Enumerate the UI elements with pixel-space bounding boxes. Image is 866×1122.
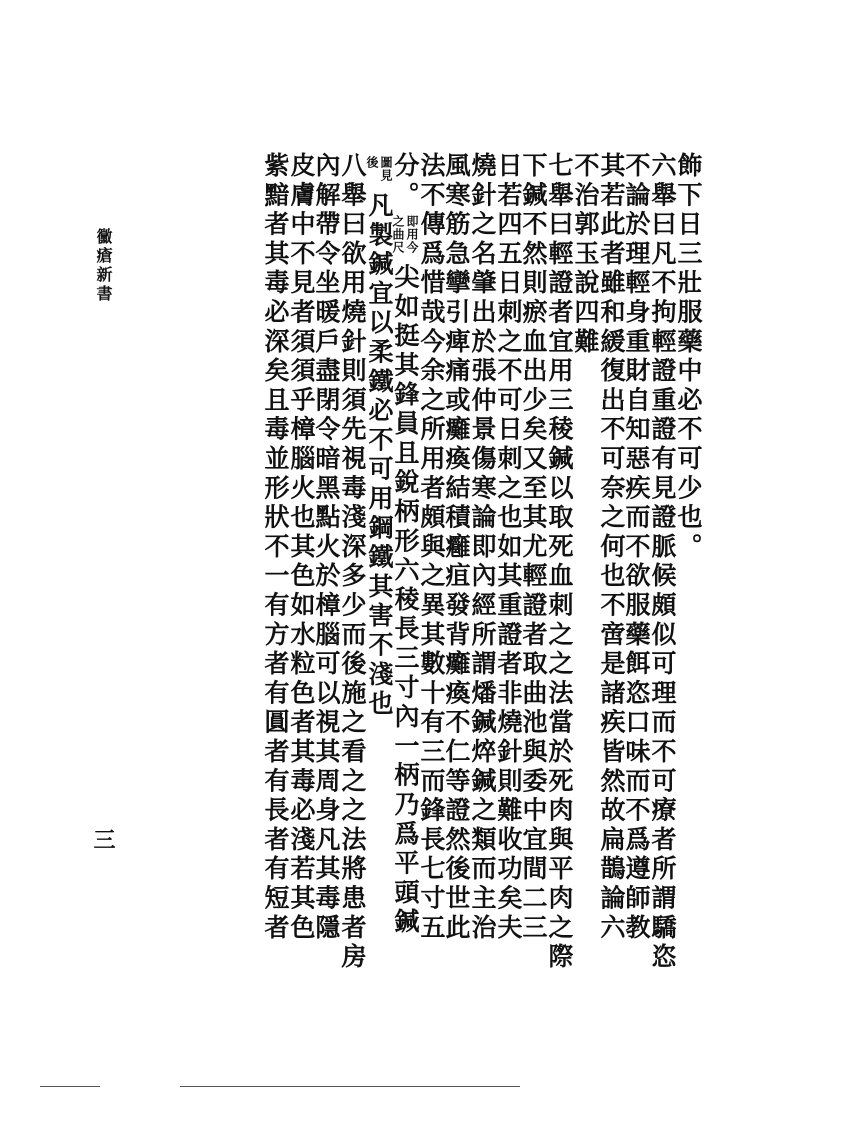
text-column: 法不傳爲惜哉今余之所用者頗與之異其數十有三而鋒長七寸五 — [417, 152, 446, 944]
page-number: 三 — [90, 828, 116, 850]
text-column: 風寒筋急攣引痺痛或癱瘓結積癰疽發背癱瘓不仁等證然後世此 — [442, 152, 471, 944]
note-line: 後 — [365, 156, 379, 169]
interlinear-note — [365, 156, 393, 182]
interlinear-note — [391, 215, 419, 254]
note-line: 之曲尺 — [391, 214, 405, 254]
text-column: 飾下日三壯服藥中必不可少也。 — [674, 152, 703, 563]
text-column: 八舉曰欲用燒針則須先視毒淺深多少而後施之看之之法將患者房 — [338, 152, 367, 973]
note-line: 圖見 — [379, 156, 393, 182]
column-body: 尖如挺其鋒員且銳柄形六稜長三寸內一柄乃爲平頭鍼 — [391, 263, 420, 938]
text-column: 下鍼不然則瘀血出少矣又至其尤輕證者取曲池與委中宜間二三 — [519, 152, 548, 944]
text-column: 皮膚中不見者須須乎樟腦火也其色如水粒色者其毒必淺若其色 — [287, 152, 316, 944]
text-column: 不治郭玉說四難 — [571, 152, 600, 358]
text-column: 燒針之名肇出於張仲景傷寒論即內經所謂燔鍼焠鍼之類而主治 — [468, 152, 497, 944]
text-column: 六舉曰凡不拘輕證重證有見證脈候頗似可理而不可療者所謂驕恣 — [648, 152, 677, 973]
column-body: 凡製鍼宜以柔鐵必不可用鋼鐵其害不淺也 — [365, 192, 394, 720]
column-head: 分。 — [391, 152, 420, 211]
text-column: 七舉曰輕證者宜用三稜鍼以取死血刺之之法當於死肉與平肉之際 — [545, 152, 574, 973]
text-column-with-note — [365, 152, 393, 719]
text-column: 日若四五日刺之不可日刺之也如其重證者非燒針則難收功矣夫 — [494, 152, 523, 944]
text-column: 內解帶令坐暖戶盡閉令暗黑點火於樟腦可以視其周身凡其毒隱 — [312, 152, 341, 944]
text-column: 其若此者雖和緩復出不可奈之何也不啻是諸疾皆然故扁鵲論六 — [597, 152, 626, 944]
note-line: 即用今 — [405, 214, 419, 254]
text-column: 紫黯者其毒必深矣且毒並形狀不一有方者有圓者有長者有短者 — [261, 152, 290, 944]
scan-artifact-line — [40, 1086, 100, 1087]
text-column: 不論於理輕身重財自知惡疾而不欲服藥餌恣口味而不爲遵師教 — [622, 152, 651, 944]
scan-artifact-line — [180, 1086, 520, 1087]
text-column-with-note — [391, 152, 419, 938]
running-title: 黴瘡新書 — [94, 228, 113, 304]
